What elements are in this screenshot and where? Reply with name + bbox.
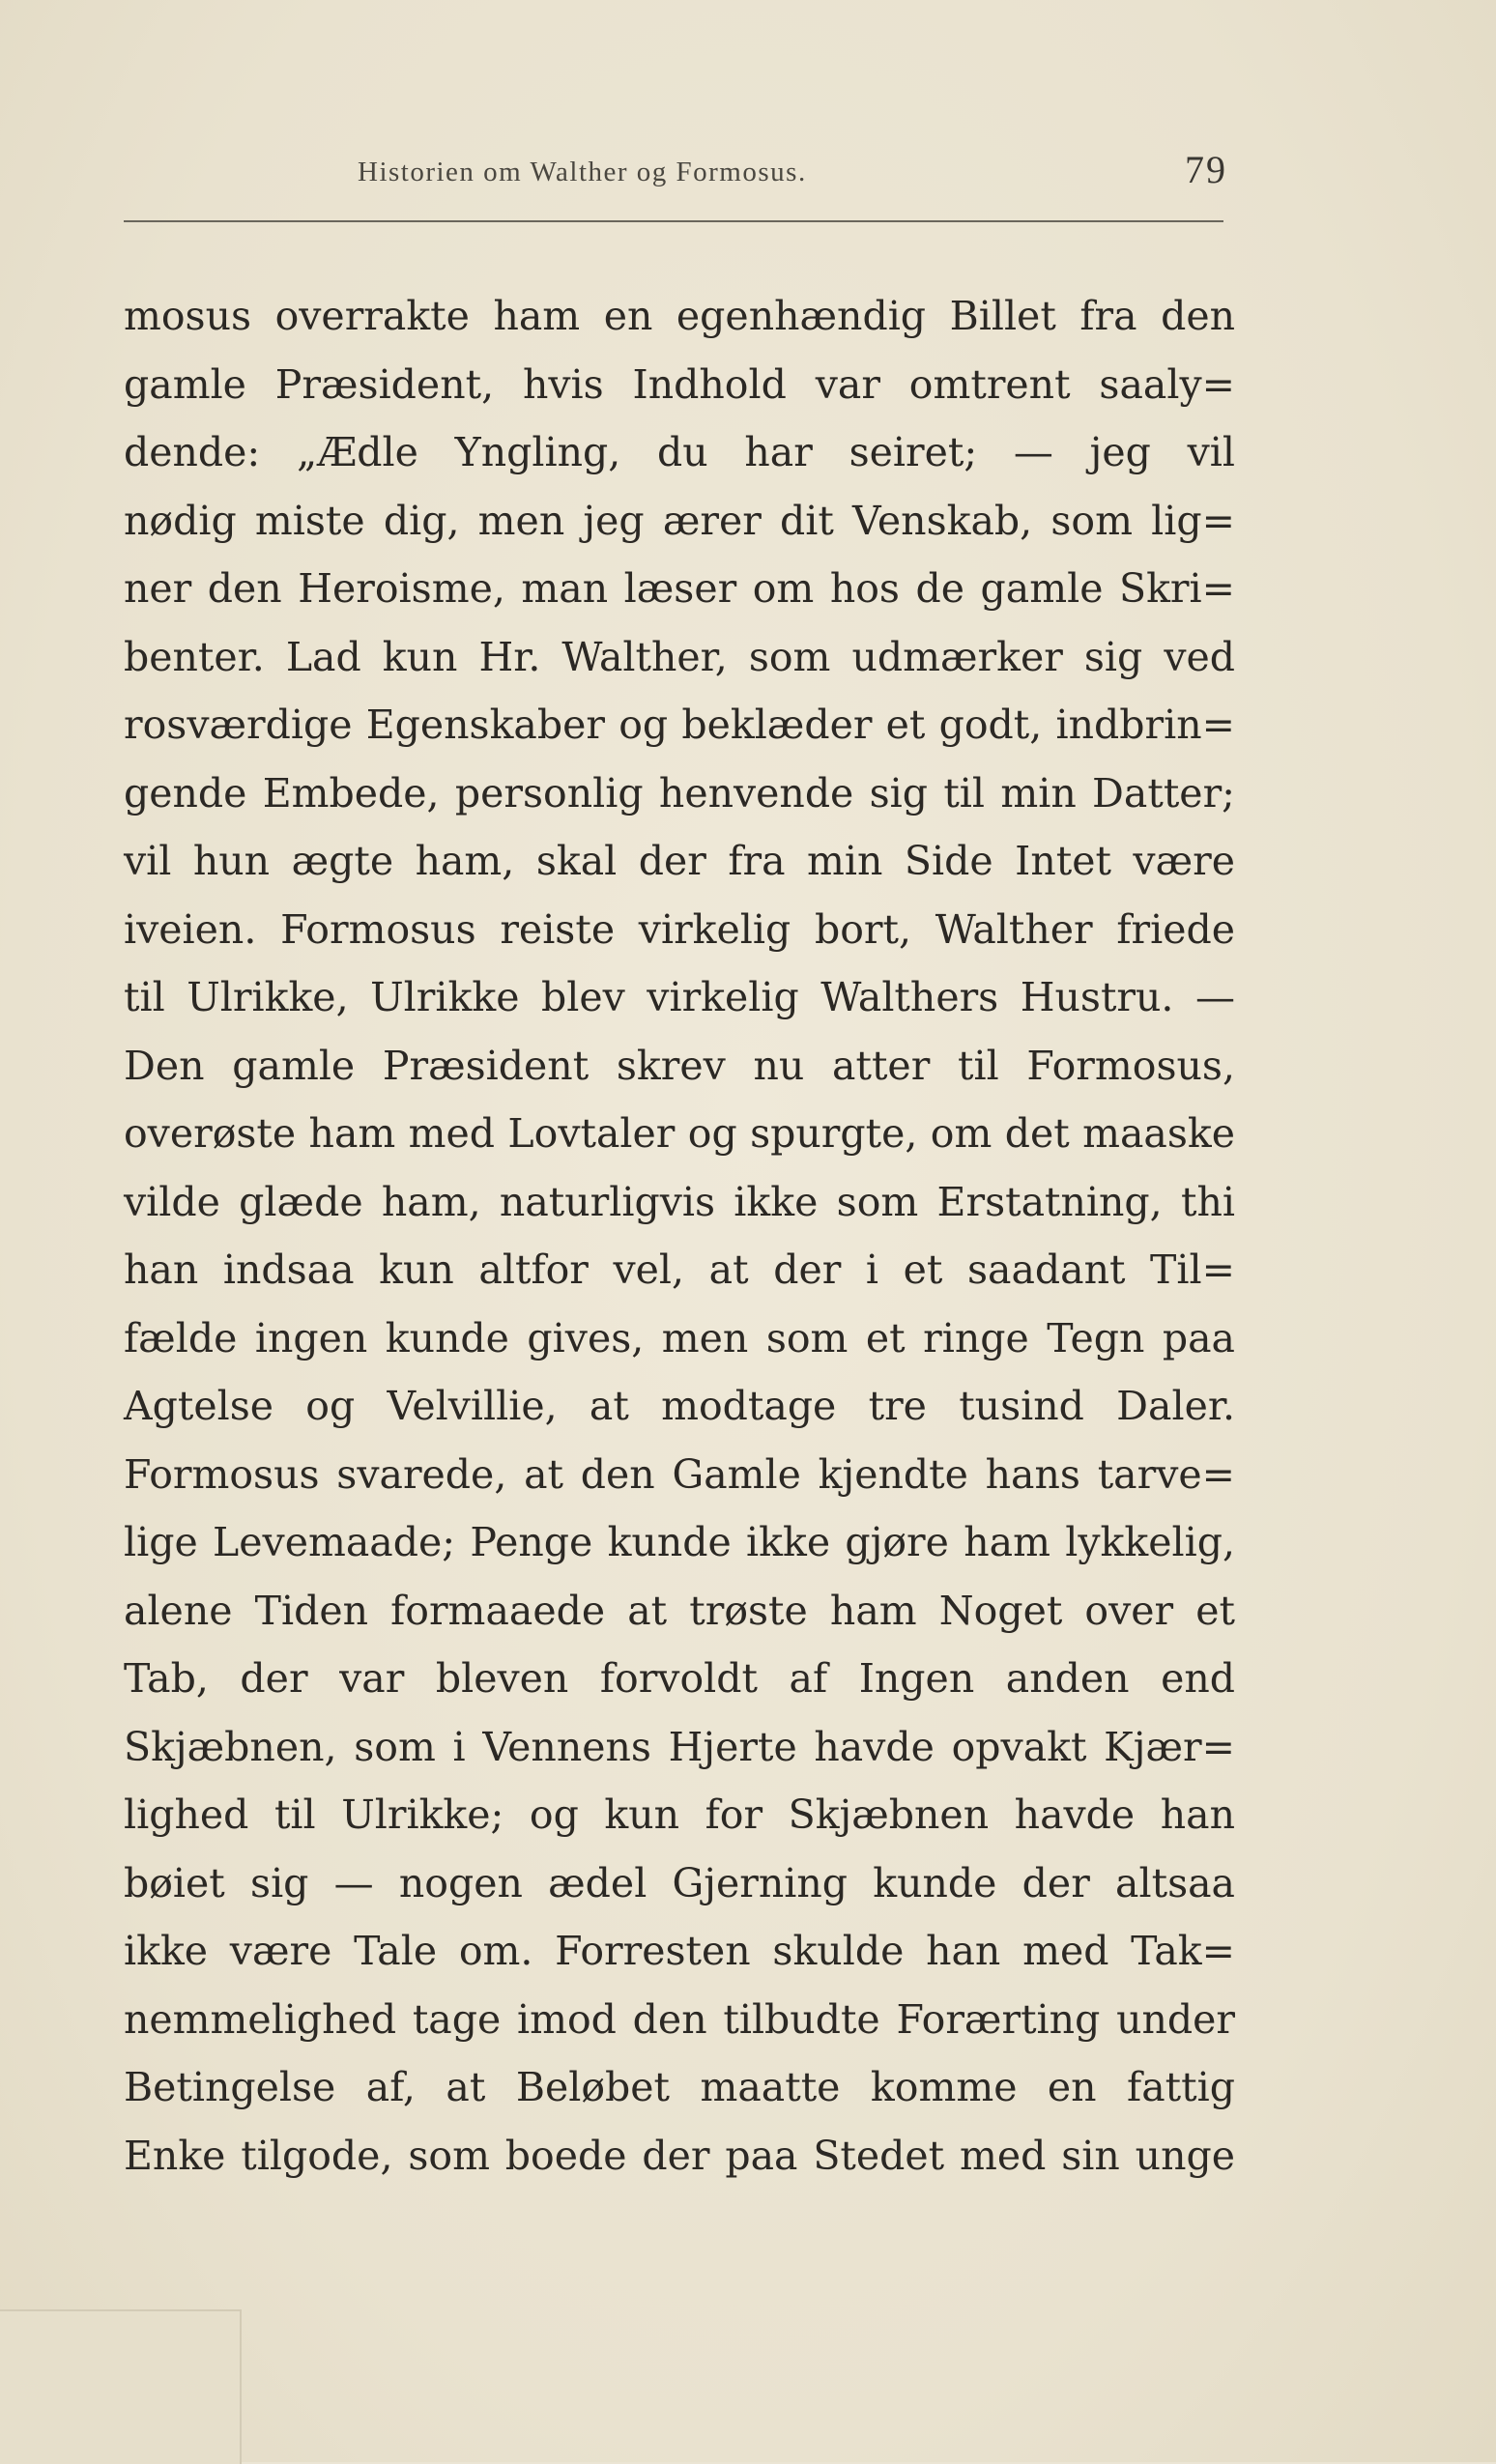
text-line: Den gamle Præsident skrev nu atter til Formosus, [124, 1042, 1235, 1089]
page-number: 79 [1185, 148, 1227, 191]
header-rule [124, 220, 1223, 222]
body-text [124, 282, 1235, 2190]
text-line: alene Tiden formaaede at trøste ham Noget over et [124, 1587, 1235, 1634]
text-line: gamle Præsident, hvis Indhold var omtrent saaly= [124, 360, 1235, 408]
text-line: rosværdige Egenskaber og beklæder et godt, indbrin= [124, 702, 1235, 748]
text-line: dende: „Ædle Yngling, du har seiret; — jeg vil [124, 429, 1235, 475]
text-line: bøiet sig — nogen ædel Gjerning kunde der altsaa [124, 1859, 1235, 1906]
text-line: vilde glæde ham, naturligvis ikke som Erstatning, thi [124, 1178, 1235, 1225]
text-line: Tab, der var bleven forvoldt af Ingen anden end [124, 1655, 1235, 1702]
text-line: Enke tilgode, som boede der paa Stedet med sin unge [124, 2132, 1235, 2179]
text-line: Formosus svarede, at den Gamle kjendte hans tarve= [124, 1450, 1235, 1498]
running-title: Historien om Walther og Formosus. [358, 157, 807, 187]
text-line: mosus overrakte ham en egenhændig Billet fra den [124, 293, 1235, 339]
page-corner-edge [0, 2309, 242, 2464]
text-line: lige Levemaade; Penge kunde ikke gjøre ham lykkelig, [124, 1519, 1235, 1565]
text-line: gende Embede, personlig henvende sig til min Datter; [124, 769, 1235, 817]
text-line: Skjæbnen, som i Vennens Hjerte havde opvakt Kjær= [124, 1723, 1235, 1770]
text-line: benter. Lad kun Hr. Walther, som udmærker sig ved [124, 633, 1235, 680]
text-line: overøste ham med Lovtaler og spurgte, om det maaske [124, 1110, 1235, 1157]
text-line: lighed til Ulrikke; og kun for Skjæbnen havde han [124, 1791, 1235, 1838]
text-line: nemmelighed tage imod den tilbudte Forærting under [124, 1995, 1235, 2043]
text-line: Agtelse og Velvillie, at modtage tre tusind Daler. [124, 1383, 1235, 1429]
text-line: han indsaa kun altfor vel, at der i et saadant Til= [124, 1246, 1235, 1293]
text-line: iveien. Formosus reiste virkelig bort, Walther friede [124, 905, 1235, 953]
text-line: vil hun ægte ham, skal der fra min Side Intet være [124, 838, 1235, 884]
text-line: Betingelse af, at Beløbet maatte komme en fattig [124, 2064, 1235, 2110]
text-line: ikke være Tale om. Forresten skulde han med Tak= [124, 1928, 1235, 1974]
running-head [358, 147, 1227, 195]
text-line: nødig miste dig, men jeg ærer dit Venskab, som lig= [124, 497, 1235, 544]
text-line: fælde ingen kunde gives, men som et ringe Tegn paa [124, 1314, 1235, 1361]
text-line: til Ulrikke, Ulrikke blev virkelig Walthers Hustru. — [124, 974, 1235, 1020]
text-line: ner den Heroisme, man læser om hos de gamle Skri= [124, 565, 1235, 612]
